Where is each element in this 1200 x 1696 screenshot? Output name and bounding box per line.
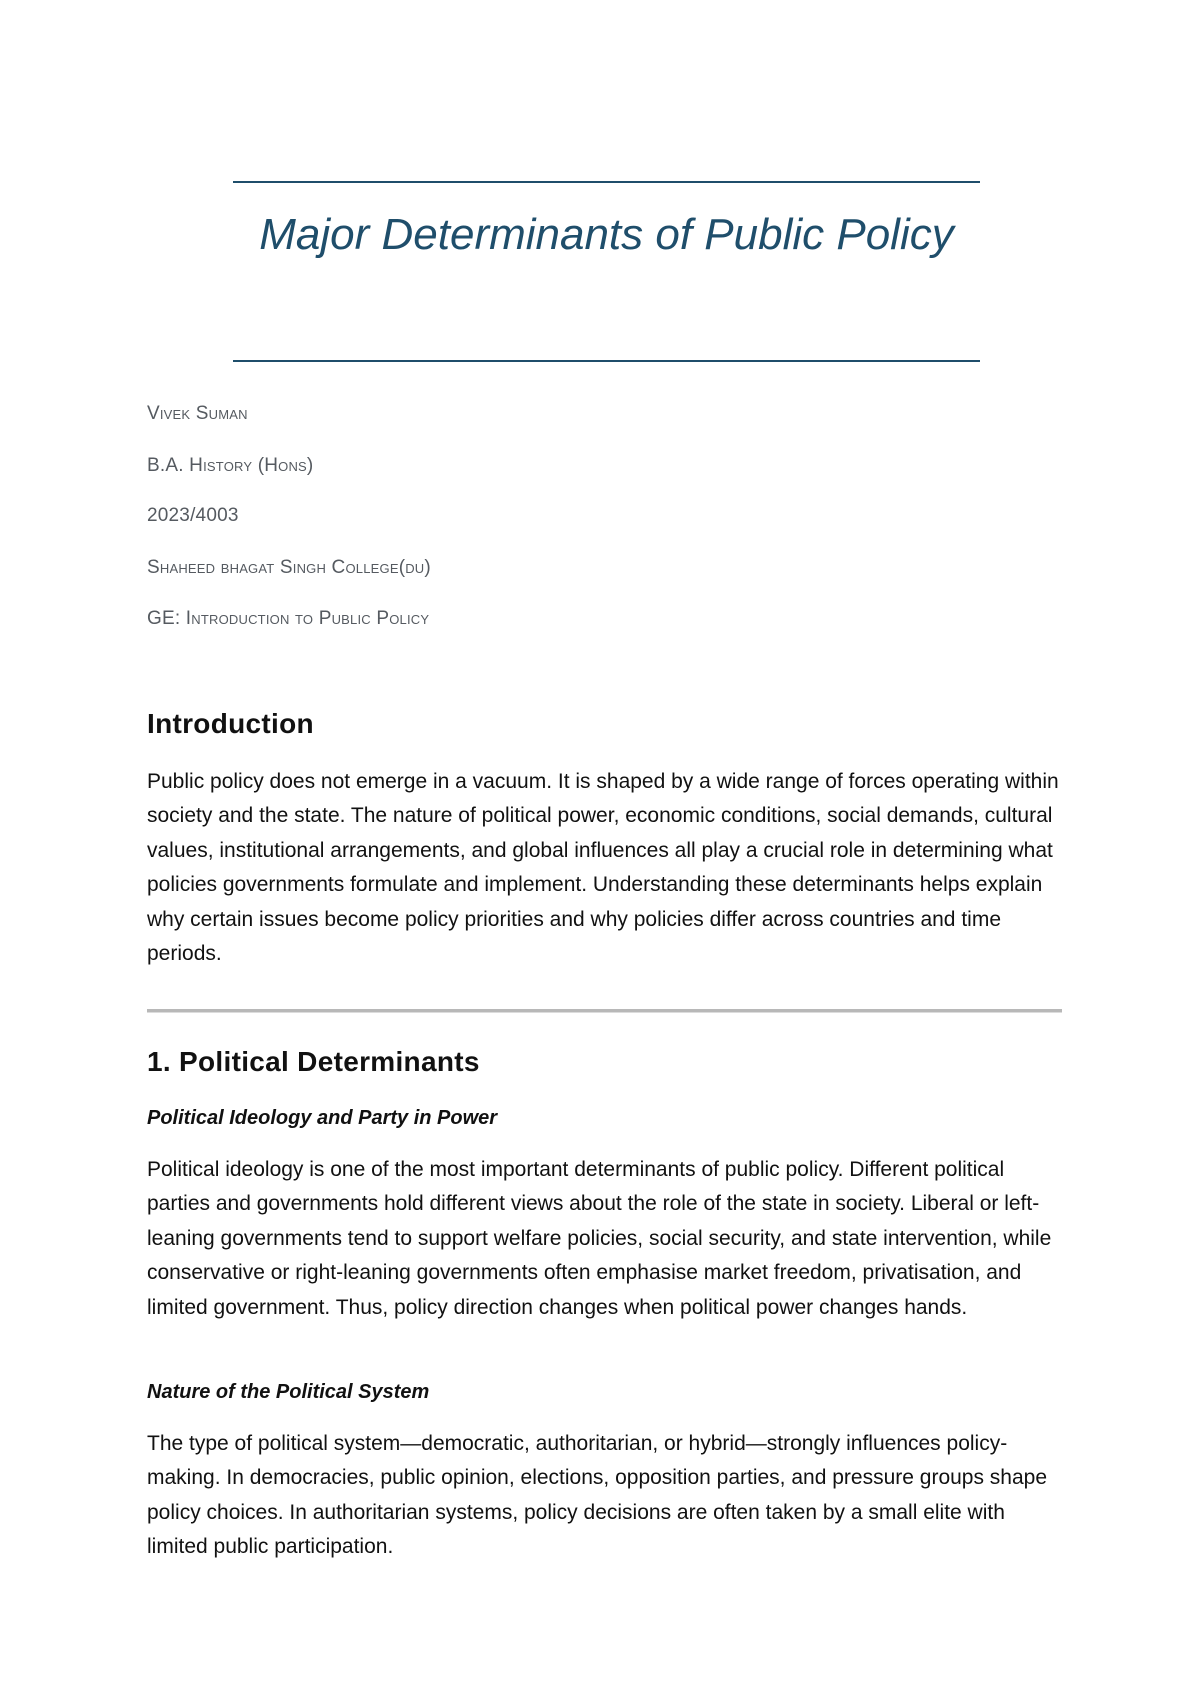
introduction-paragraph: Public policy does not emerge in a vacuum. It is shaped by a wide range of forces operating within society and the state. The nature of political power, economic conditions, social demands, cultural values, institutional arrangements, and global influences all play a crucial role in determining what policies governments formulate and implement. Understanding these determinants helps explain why certain issues become policy priorities and why policies differ across countries and time periods. [147, 770, 1059, 966]
ideology-subheading: Political Ideology and Party in Power [147, 1107, 498, 1129]
ideology-paragraph: Political ideology is one of the most important determinants of public policy. Different political parties and governments hold different views about the role of the state in society. Liberal or left-leaning governments tend to support welfare policies, social security, and state intervention, while conservative or right-leaning governments often emphasise market freedom, privatisation, and limited government. Thus, policy direction changes when political power changes hands. [147, 1158, 1052, 1319]
title-top-rule [233, 181, 980, 183]
introduction-heading: Introduction [147, 708, 314, 739]
roll-number: 2023/4003 [147, 505, 239, 526]
paper-name: GE: Introduction to Public Policy [147, 608, 430, 629]
title-bottom-rule [233, 360, 980, 362]
course-name: B.A. History (Hons) [147, 455, 314, 476]
political-system-paragraph: The type of political system—democratic, authoritarian, or hybrid—strongly influences policy-making. In democracies, public opinion, elections, opposition parties, and pressure groups shape policy choices. In authoritarian systems, policy decisions are often taken by a small elite with limited public participation. [147, 1432, 1048, 1559]
political-system-subheading: Nature of the Political System [147, 1381, 430, 1403]
author-name: Vivek Suman [147, 403, 248, 424]
document-title: Major Determinants of Public Policy [259, 210, 954, 259]
section-divider [147, 1009, 1062, 1013]
college-name: Shaheed bhagat Singh College(du) [147, 557, 431, 578]
political-determinants-heading: 1. Political Determinants [147, 1046, 480, 1077]
